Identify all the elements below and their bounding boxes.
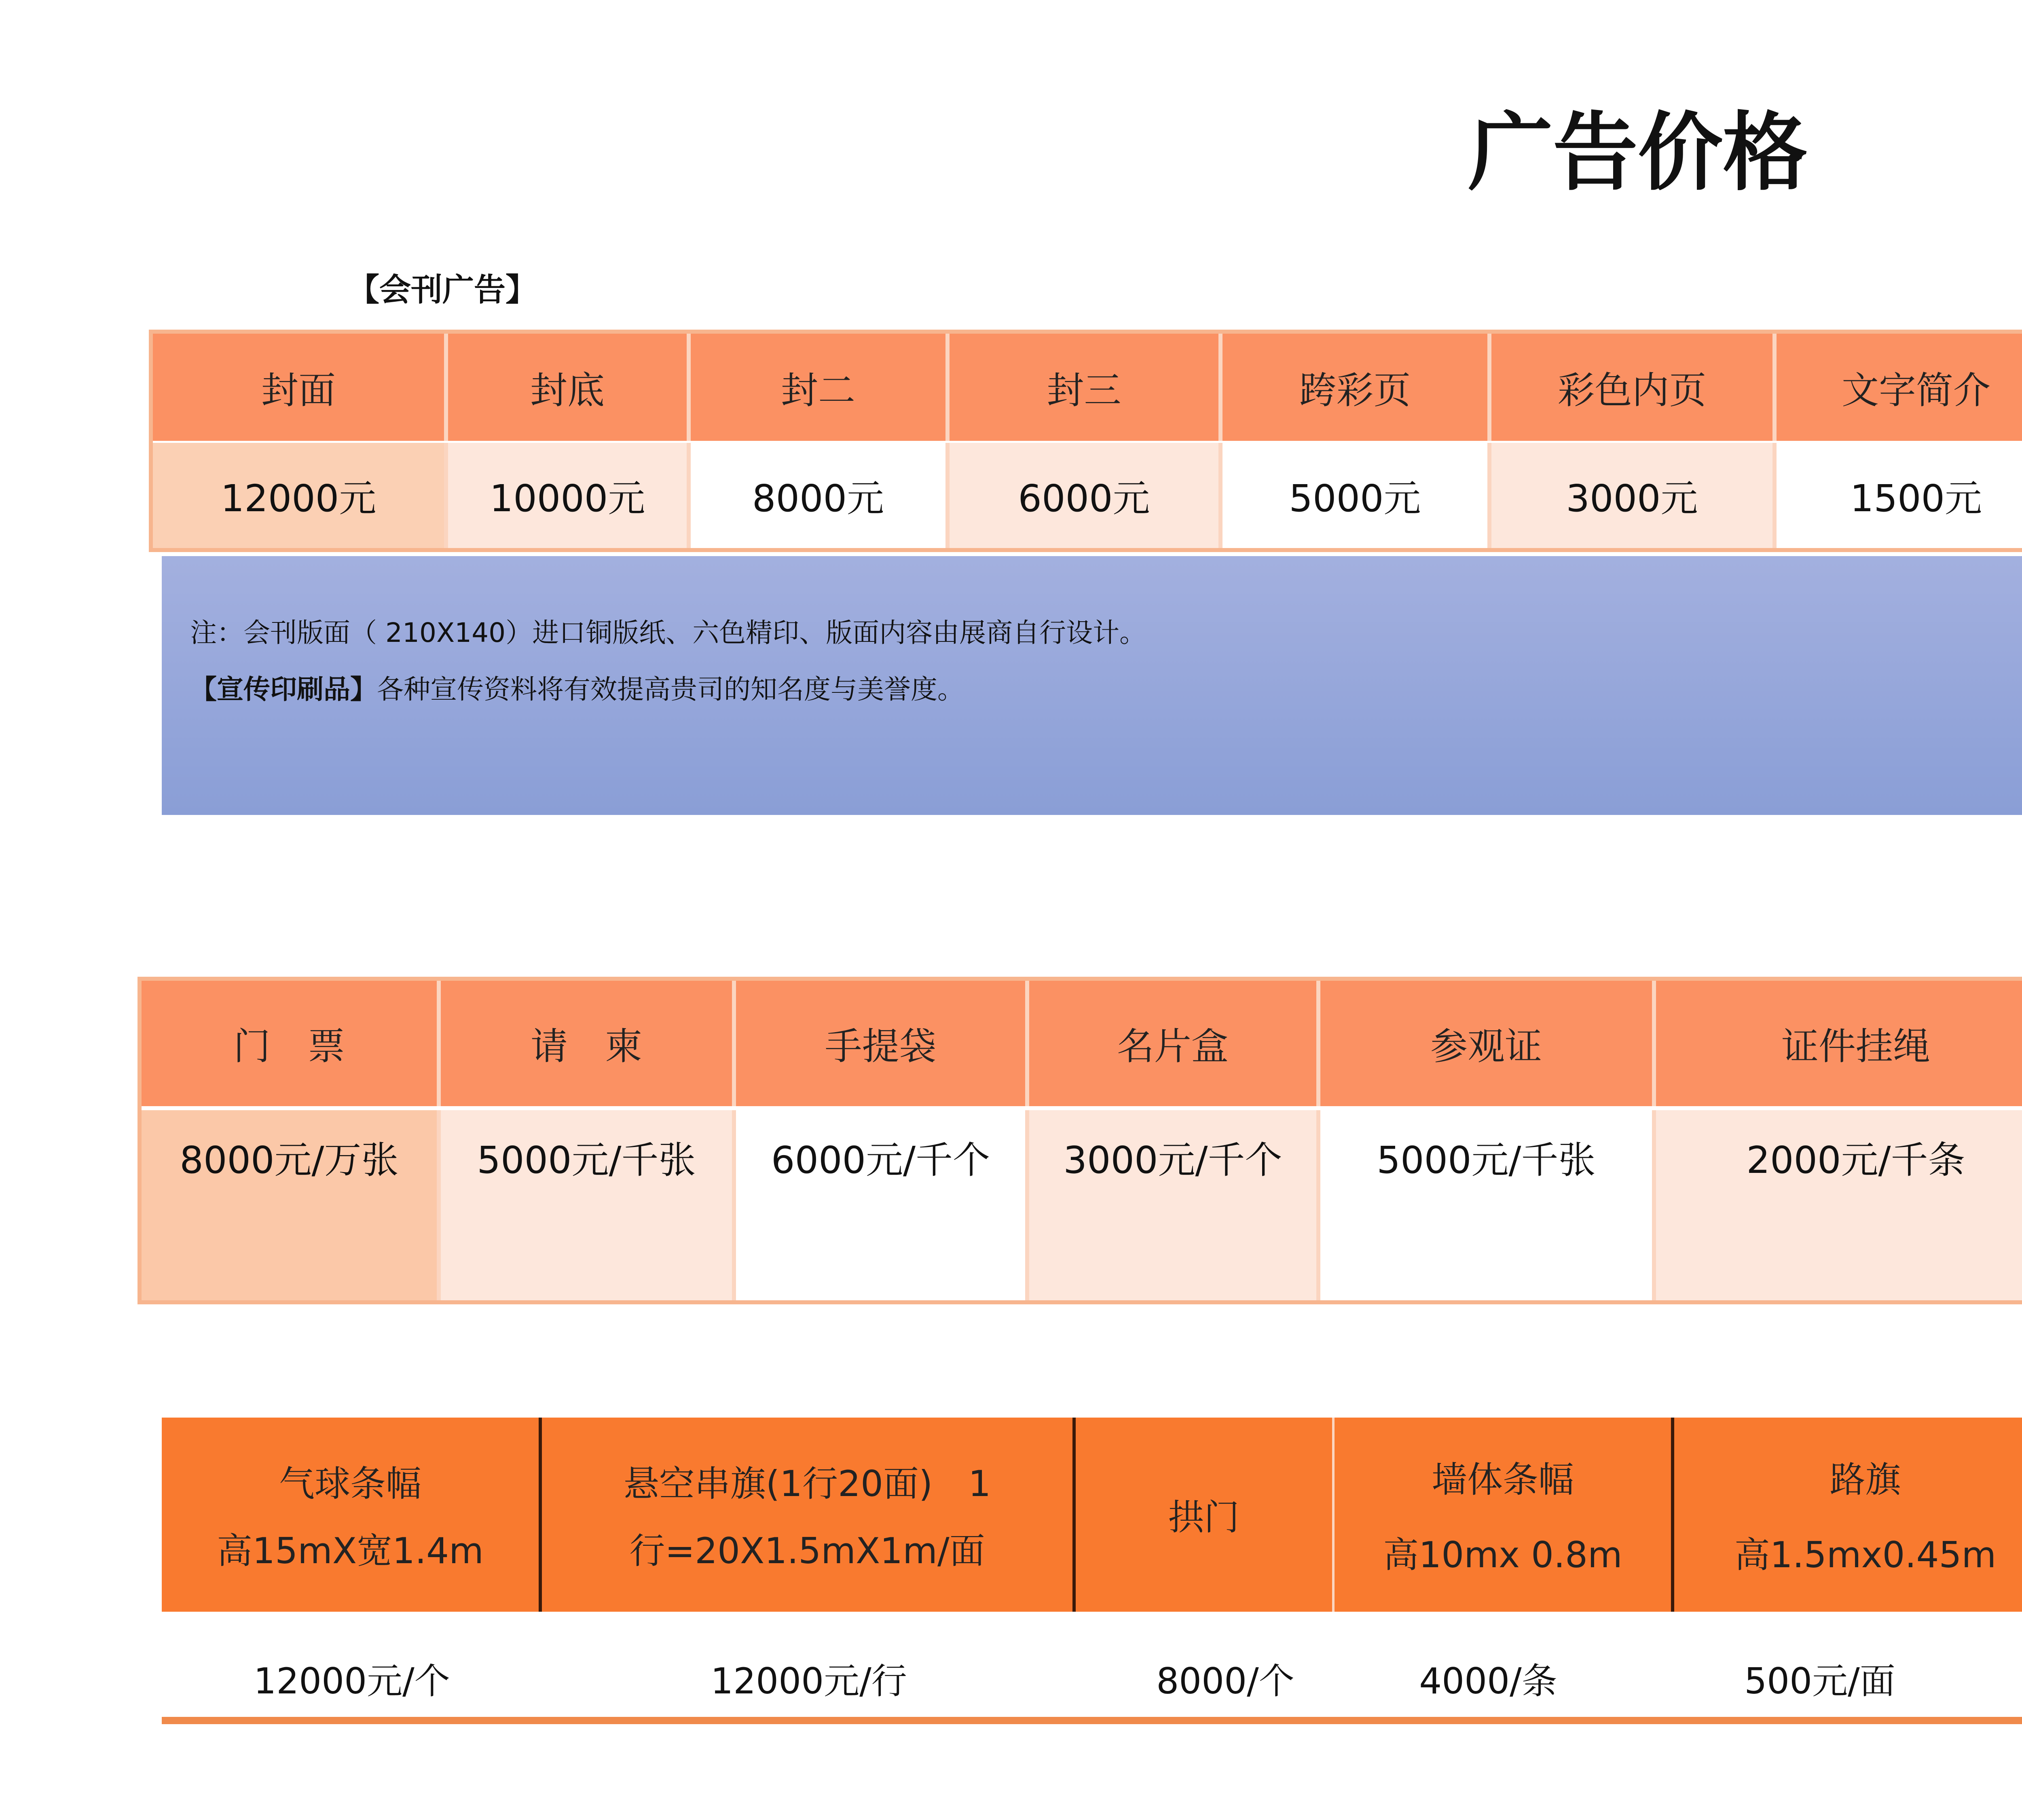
header-line-1: 路旗 [1830,1459,1901,1500]
header-line-1: 气球条幅 [279,1463,421,1505]
table-cell-price: 1500元 [1777,443,2022,548]
print-material-price-table [137,977,2022,1304]
header-line-1: 拱门 [1168,1496,1239,1538]
table-header-hanging-flags [542,1418,1076,1612]
table-cell-price: 2000元/千条 [1656,1110,2022,1300]
table-cell-price: 5000元/千张 [1320,1110,1656,1300]
table-cell-price: 500元/面 [1744,1660,1895,1702]
table-cell-price: 8000元 [691,443,950,548]
note-line-2 [190,661,2022,718]
table-header-balloon-banner [162,1418,542,1612]
table-header: 门 票 [142,981,441,1106]
table-underline [162,1717,2022,1724]
note-box [162,556,2022,815]
table-cell-price: 5000元 [1223,443,1491,548]
table-header-arch [1076,1418,1335,1612]
table-header-road-flag [1674,1418,2022,1612]
header-line-2: 高15mX宽1.4m [217,1530,484,1572]
note-line-2-text: 各种宣传资料将有效提高贵司的知名度与美誉度。 [377,674,964,705]
table-cell-price: 6000元 [950,443,1223,548]
header-line-2: 高1.5mx0.45m [1734,1534,1997,1576]
section-label-journal-ads: 【会刊广告】 [348,272,537,308]
table-header: 名片盒 [1029,981,1320,1106]
table-header: 封三 [950,334,1223,441]
table-cell-price: 8000元/万张 [142,1110,441,1300]
header-line-1: 悬空串旗(1行20面) 1 [623,1463,991,1505]
table-header: 手提袋 [736,981,1029,1106]
table-cell-price: 10000元 [448,443,691,548]
header-line-2: 高10mx 0.8m [1383,1534,1622,1576]
table-header: 封底 [448,334,691,441]
table-cell-price: 6000元/千个 [736,1110,1029,1300]
table-cell-price: 12000元 [153,443,448,548]
table-header: 封二 [691,334,950,441]
table-header: 文字简介 [1777,334,2022,441]
table-header: 跨彩页 [1223,334,1491,441]
journal-ad-price-table [149,330,2022,552]
table-header: 彩色内页 [1491,334,1777,441]
table-cell-price: 12000元/行 [711,1660,907,1702]
table-cell-price: 3000元 [1491,443,1777,548]
header-line-1: 墙体条幅 [1431,1459,1574,1500]
table-cell-price: 3000元/千个 [1029,1110,1320,1300]
note-line-2-label: 【宣传印刷品】 [190,674,377,705]
table-cell-price: 5000元/千张 [441,1110,736,1300]
table-cell-price: 12000元/个 [254,1660,450,1702]
table-header: 封面 [153,334,448,441]
table-header-wall-banner [1335,1418,1674,1612]
page-title: 广告价格 [1468,103,1808,202]
table-header: 参观证 [1320,981,1656,1106]
header-line-2: 行=20X1.5mX1m/面 [629,1530,985,1572]
note-line-1: 注：会刊版面（ 210X140）进口铜版纸、六色精印、版面内容由展商自行设计。 [190,617,1146,648]
table-cell-price: 8000/个 [1156,1660,1294,1702]
table-header: 请 柬 [441,981,736,1106]
table-header: 证件挂绳 [1656,981,2022,1106]
table-cell-price: 4000/条 [1419,1660,1557,1702]
